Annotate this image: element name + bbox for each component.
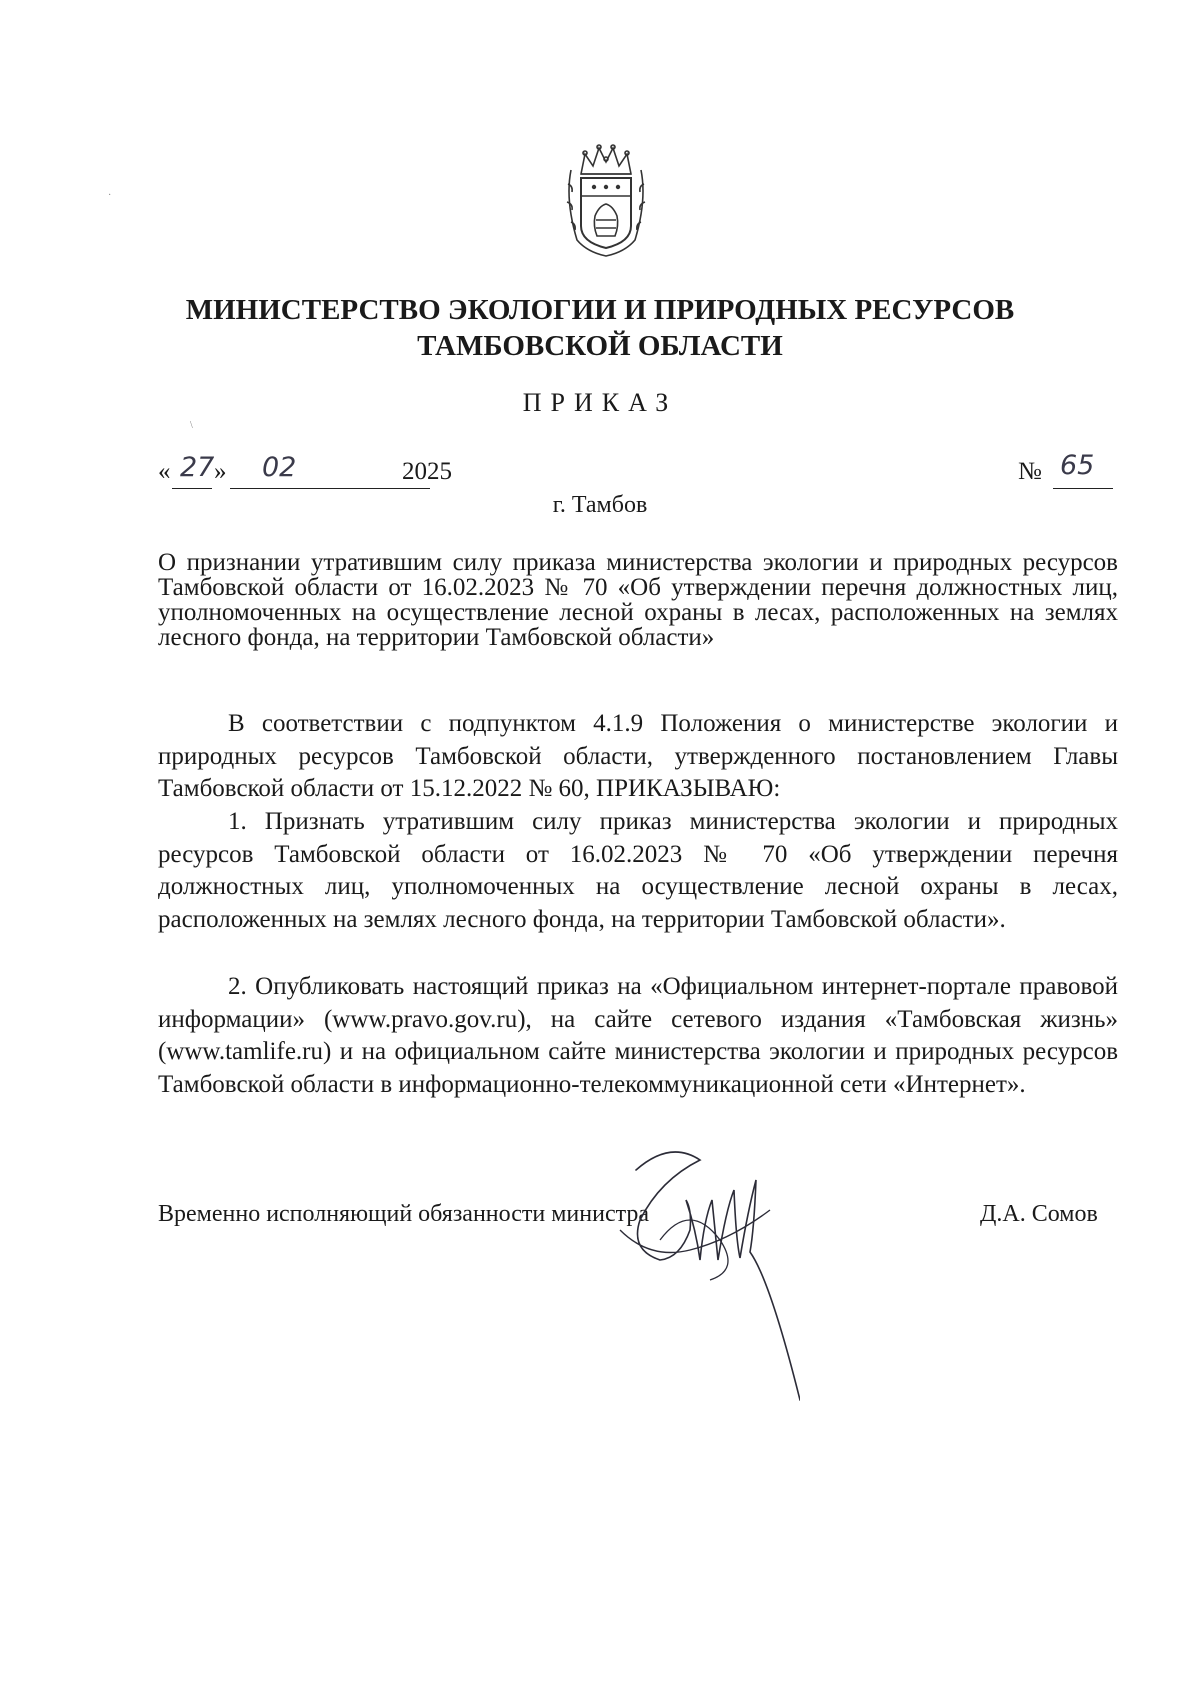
date-close-quote: »	[214, 458, 227, 485]
order-number: 65	[1060, 450, 1095, 481]
signatory-position: Временно исполняющий обязанности министра	[158, 1201, 650, 1227]
ministry-title-line2: ТАМБОВСКОЙ ОБЛАСТИ	[417, 330, 783, 362]
handwritten-signature-icon	[600, 1140, 800, 1410]
date-day: 27	[180, 452, 215, 483]
ministry-title	[100, 292, 1100, 364]
document-type: ПРИКАЗ	[522, 388, 678, 417]
ministry-title-line1: МИНИСТЕРСТВО ЭКОЛОГИИ И ПРИРОДНЫХ РЕСУРСОВ	[185, 294, 1015, 326]
date-month-underline	[230, 488, 430, 489]
date-number-row	[158, 448, 1118, 492]
order-subject: О признании утратившим силу приказа министерства экологии и природных ресурсов Тамбовской области от 16.02.2023 № 70 «Об утверждении перечня должностных лиц, уполномоченных на осуществление лесной охраны в лесах, расположенных на землях лесного фонда, на территории Тамбовской области»	[158, 549, 1118, 651]
date-day-underline	[172, 488, 212, 489]
body-intro: В соответствии с подпунктом 4.1.9 Положения о министерстве экологии и природных ресурсов Тамбовской области, утвержденного постановлением Главы Тамбовской области от 15.12.2022 № 60, ПРИКАЗЫВАЮ:	[158, 710, 1118, 802]
scan-speck: \	[190, 420, 193, 431]
date-open-quote: «	[158, 458, 171, 485]
date-year: 2025	[402, 458, 452, 485]
date-month: 02	[262, 452, 297, 483]
tambov-coat-of-arms-icon	[563, 140, 649, 258]
body-item-2: 2. Опубликовать настоящий приказ на «Официальном интернет-портале правовой информации» (www.pravo.gov.ru), на сайте сетевого издания «Тамбовская жизнь» (www.tamlife.ru) и на официальном сайте министерства экологии и природных ресурсов Тамбовской области в информационно-телекоммуникационной сети «Интернет».	[158, 973, 1118, 1098]
body-item-1: 1. Признать утратившим силу приказ министерства экологии и природных ресурсов Тамбовской области от 16.02.2023 № 70 «Об утверждении перечня должностных лиц, уполномоченных на осуществление лесной охраны в лесах, расположенных на землях лесного фонда, на территории Тамбовской области».	[158, 808, 1118, 933]
scan-speck: ·	[108, 190, 112, 201]
number-underline	[1053, 488, 1113, 489]
city: г. Тамбов	[552, 492, 648, 518]
number-label: №	[1018, 458, 1042, 485]
signatory-name: Д.А. Сомов	[980, 1201, 1098, 1227]
